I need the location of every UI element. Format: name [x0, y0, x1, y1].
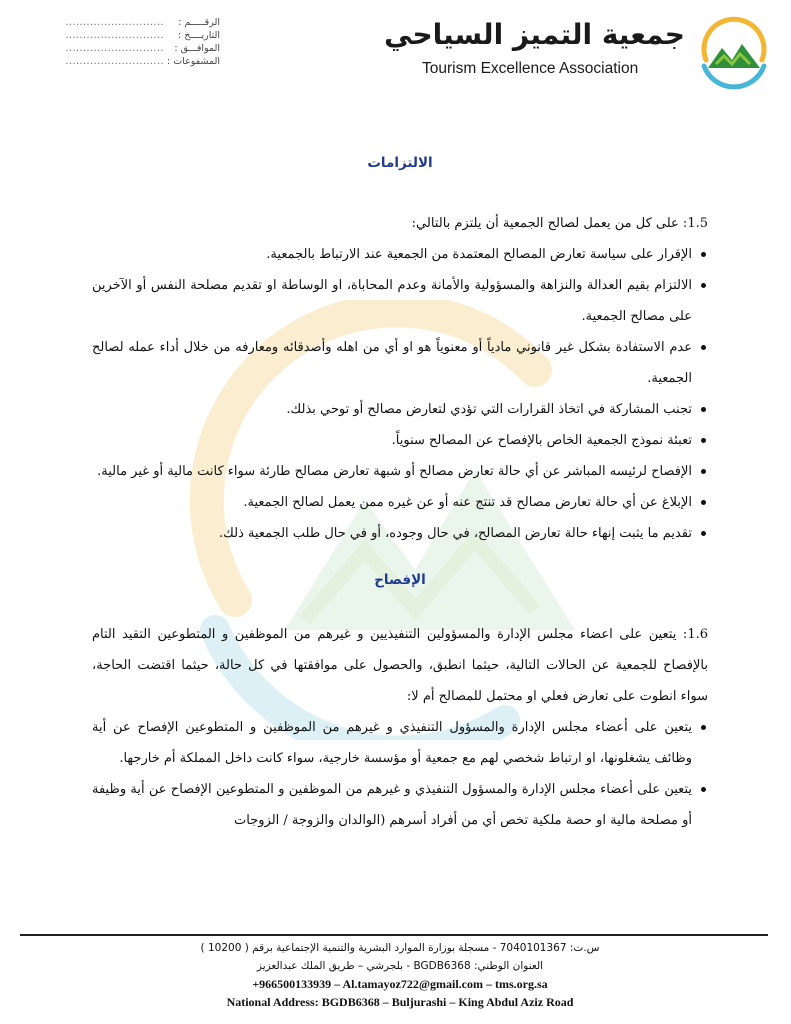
section-heading-disclosure: الإفصاح — [374, 572, 426, 588]
reference-field-attachments: المشفوعات : ............................ — [65, 56, 220, 67]
list-item: الالتزام بقيم العدالة والنزاهة والمسؤولية والأمانة وعدم المحاباة، او الوساطة او تقديم مصلحة النفس أو الآخرين على مصالح الجمعية. — [92, 270, 708, 332]
list-item: يتعين على أعضاء مجلس الإدارة والمسؤول التنفيذي و غيرهم من الموظفين و المتطوعين الإفصاح عن أية وظيفة أو مصلحة مالية او حصة ملكية تخص أي من أفراد أسرهم (الوالدان والزوجة / الزوجات — [92, 774, 708, 836]
list-item: الإقرار على سياسة تعارض المصالح المعتمدة من الجمعية عند الارتباط بالجمعية. — [92, 239, 708, 270]
footer-registration: س.ت: 7040101367 - مسجلة بوزارة الموارد البشرية والتنمية الإجتماعية برقم ( 10200 ) — [200, 942, 600, 954]
list-item: تعبئة نموذج الجمعية الخاص بالإفصاح عن المصالح سنوياً. — [92, 425, 708, 456]
list-item: الإبلاغ عن أي حالة تعارض مصالح قد تنتج عنه أو عن غيره ممن يعمل لصالح الجمعية. — [92, 487, 708, 518]
association-logo-icon — [694, 14, 774, 94]
list-item: يتعين على أعضاء مجلس الإدارة والمسؤول التنفيذي و غيرهم من الموظفين و المتطوعين الإفصاح عن أية وظائف يشغلونها، او ارتباط شخصي لهم مع جمعية أو مؤسسة خارجية، سواء كانت داخل المملكة أم خارجها. — [92, 712, 708, 774]
document-body — [92, 150, 708, 836]
section-heading-commitments: الالتزامات — [367, 155, 433, 171]
list-item: الإفصاح لرئيسه المباشر عن أي حالة تعارض مصالح أو شبهة تعارض مصالح طارئة سواء كانت مالية أو غير مالية. — [92, 456, 708, 487]
reference-fields — [52, 16, 220, 68]
footer-divider — [20, 934, 768, 936]
clause-1-6-intro: 1.6: يتعين على اعضاء مجلس الإدارة والمسؤولين التنفيذيين و غيرهم من الموظفين و المتطوعين التقيد التام بالإفصاح للجمعية عن الحالات التالية، حيثما انطبق، والحصول على موافقتها في كل حالة، حيثما اقتضت الحاجة، سواء انطوت على تعارض فعلي او محتمل للمصالح أم لا: — [92, 627, 708, 704]
clause-1-5-intro: 1.5: على كل من يعمل لصالح الجمعية أن يلتزم بالتالي: — [411, 216, 708, 231]
reference-field-number: الرقـــــم : ............................ — [65, 17, 220, 28]
commitments-list — [92, 239, 708, 549]
list-item: تقديم ما يثبت إنهاء حالة تعارض المصالح، في حال وجوده، أو في حال طلب الجمعية ذلك. — [92, 518, 708, 549]
footer-contact: +966500133939 – Al.tamayoz722@gmail.com – tms.org.sa — [252, 977, 548, 991]
list-item: تجنب المشاركة في اتخاذ القرارات التي تؤدي لتعارض مصالح أو توحي بذلك. — [92, 394, 708, 425]
footer-address-arabic: العنوان الوطني: BGDB6368 - بلجرشي – طريق الملك عبدالعزيز — [256, 960, 544, 972]
list-item: عدم الاستفادة بشكل غير قانوني مادياً أو معنوياً هو او أي من اهله وأصدقائه ومعارفه من خلال أداء عمله لصالح الجمعية. — [92, 332, 708, 394]
disclosure-list — [92, 712, 708, 836]
reference-field-date: التاريــــخ : ............................ — [65, 30, 220, 41]
reference-field-corresponding: الموافـــق : ............................ — [65, 43, 220, 54]
footer — [150, 939, 650, 1011]
footer-national-address: National Address: BGDB6368 – Buljurashi – King Abdul Aziz Road — [226, 995, 574, 1009]
organization-name-english: Tourism Excellence Association — [422, 60, 639, 77]
organization-name-arabic: جمعية التميز السياحي — [384, 18, 685, 51]
